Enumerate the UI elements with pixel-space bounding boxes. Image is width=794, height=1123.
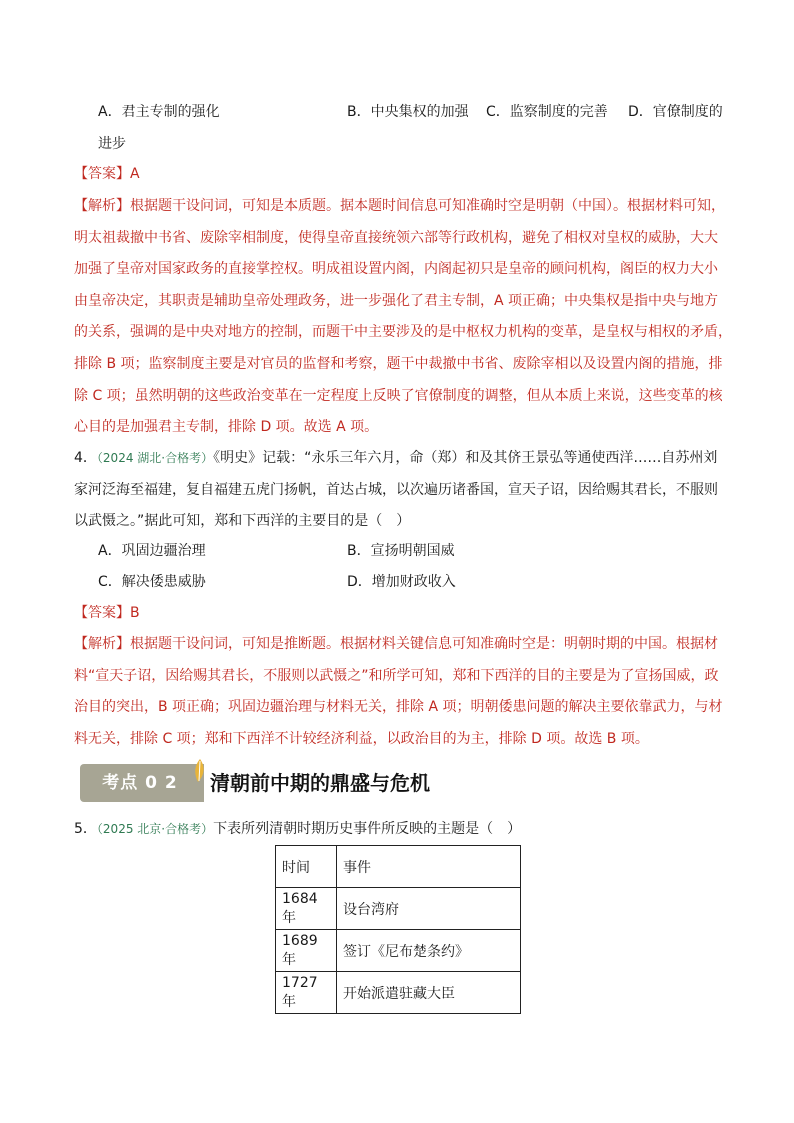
analysis-tag: 【解析】: [74, 636, 130, 652]
table-cell-event: 开始派遣驻藏大臣: [337, 972, 521, 1014]
events-table: [275, 845, 521, 1014]
q3-analysis-line: 加强了皇帝对国家政务的直接掌控权。明成祖设置内阁，内阁起初只是皇帝的顾问机构，阁臣的权力大小: [74, 261, 718, 277]
question-number: 4．: [74, 450, 97, 466]
q3-analysis-line: 由皇帝决定，其职责是辅助皇帝处理政务，进一步强化了君主专制，A 项正确；中央集权是指中央与地方: [74, 293, 719, 309]
table-header-cell: 事件: [337, 846, 521, 888]
q4-option-d: D．增加财政收入: [347, 574, 456, 590]
leaf-icon: [192, 758, 208, 784]
table-row: [276, 888, 521, 930]
question-source: （2024 湖北·合格考）: [96, 451, 214, 465]
table-cell-event: 设台湾府: [337, 888, 521, 930]
table-cell-year: 1684 年: [276, 888, 337, 930]
q3-option-d-continued: 进步: [98, 136, 126, 152]
q5-stem-line: 5．（2025 北京·合格考）下表所列清朝时期历史事件所反映的主题是（ ）: [74, 821, 522, 837]
table-cell-year: 1727 年: [276, 972, 337, 1014]
q3-option-c: C．监察制度的完善: [486, 104, 608, 120]
q4-analysis-line: 治目的突出，B 项正确；巩固边疆治理与材料无关，排除 A 项；明朝倭患问题的解决主要依靠武力，与材: [74, 699, 723, 715]
q3-analysis-line: 除 C 项；虽然明朝的这些政治变革在一定程度上反映了官僚制度的调整，但从本质上来说，这些变革的核: [74, 388, 723, 404]
q4-analysis-line: 料无关，排除 C 项；郑和下西洋不计较经济利益，以政治目的为主，排除 D 项。故选 B 项。: [74, 731, 649, 747]
section-badge-label: 考点 0 2: [102, 773, 178, 793]
table-cell-year: 1689 年: [276, 930, 337, 972]
table-row: [276, 930, 521, 972]
q4-option-a: A．巩固边疆治理: [98, 543, 206, 559]
question-number: 5．: [74, 821, 97, 837]
q3-answer: [74, 164, 140, 184]
q3-option-d: D．官僚制度的: [628, 104, 723, 120]
section-badge: [80, 764, 204, 802]
table-header-row: [276, 846, 521, 888]
q4-analysis-line: 料“宣天子诏，因给赐其君长，不服则以武慑之”和所学可知，郑和下西洋的目的主要是为了宣扬国威，政: [74, 668, 719, 684]
q4-stem-line: 家河泛海至福建，复自福建五虎门扬帆，首达占城，以次遍历诸番国，宣天子诏，因给赐其君长，不服则: [74, 482, 718, 498]
section-title: 清朝前中期的鼎盛与危机: [210, 771, 430, 795]
table-row: [276, 972, 521, 1014]
q3-analysis-line: 心目的是加强君主专制，排除 D 项。故选 A 项。: [74, 419, 379, 435]
q4-stem-line: 以武慑之。”据此可知，郑和下西洋的主要目的是（ ）: [74, 513, 411, 529]
q4-analysis-line: 【解析】根据题干设问词，可知是推断题。根据材料关键信息可知准确时空是：明朝时期的中国。根据材: [74, 636, 718, 652]
q3-analysis-line: 的关系，强调的是中央对地方的控制，而题干中主要涉及的是中枢权力机构的变革，是皇权与相权的矛盾，: [74, 324, 732, 340]
q4-option-c: C．解决倭患威胁: [98, 574, 206, 590]
q3-analysis-line: 【解析】根据题干设问词，可知是本质题。据本题时间信息可知准确时空是明朝（中国）。根据材料可知，: [74, 198, 725, 214]
q3-option-a: A．君主专制的强化: [98, 104, 220, 120]
q4-option-b: B．宣扬明朝国威: [347, 543, 455, 559]
q3-option-b: B．中央集权的加强: [347, 104, 469, 120]
answer-tag: 【答案】: [74, 166, 130, 182]
table-cell-event: 签订《尼布楚条约》: [337, 930, 521, 972]
question-source: （2025 北京·合格考）: [96, 822, 214, 836]
answer-value: B: [130, 605, 140, 621]
answer-value: A: [130, 166, 140, 182]
q3-analysis-line: 排除 B 项；监察制度主要是对官员的监督和考察，题干中裁撤中书省、废除宰相以及设置内阁的措施，排: [74, 356, 723, 372]
q3-analysis-line: 明太祖裁撤中书省、废除宰相制度，使得皇帝直接统领六部等行政机构，避免了相权对皇权的威胁，大大: [74, 230, 718, 246]
analysis-tag: 【解析】: [74, 198, 130, 214]
table-header-cell: 时间: [276, 846, 337, 888]
answer-tag: 【答案】: [74, 605, 130, 621]
q4-stem-line: 4．（2024 湖北·合格考）《明史》记载：“永乐三年六月，命（郑）和及其侪王景弘等通使西洋……自苏州刘: [74, 450, 718, 466]
q4-answer: [74, 603, 140, 623]
